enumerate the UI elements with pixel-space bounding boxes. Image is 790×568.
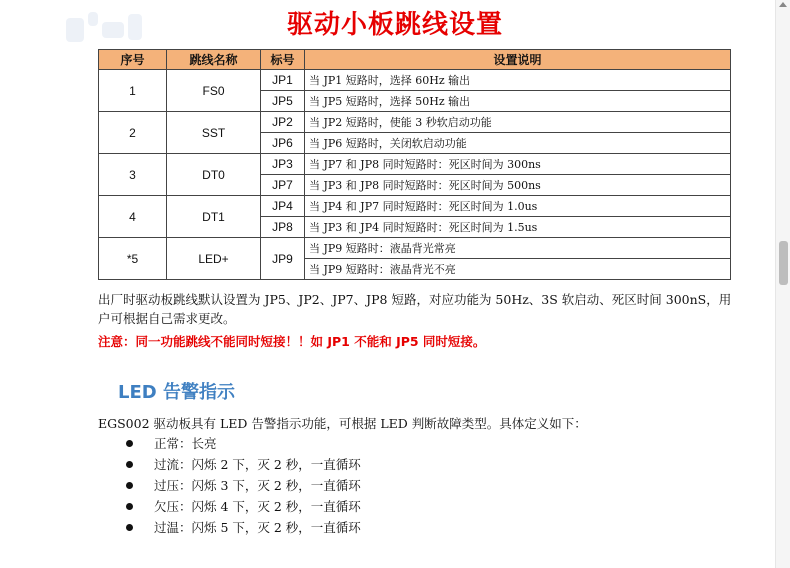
- list-item: [124, 496, 361, 517]
- list-item-text: 欠压：闪烁 4 下，灭 2 秒，一直循环: [154, 499, 361, 514]
- row-description: 当 JP2 短路时，使能 3 秒软启动功能: [305, 112, 731, 133]
- row-index: *5: [99, 238, 167, 280]
- led-section-heading: LED 告警指示: [118, 382, 235, 403]
- vertical-scrollbar[interactable]: [775, 0, 790, 568]
- row-index: 2: [99, 112, 167, 154]
- row-description: 当 JP4 和 JP7 同时短路时：死区时间为 1.0us: [305, 196, 731, 217]
- list-item: [124, 433, 361, 454]
- list-item: [124, 454, 361, 475]
- list-item: [124, 475, 361, 496]
- header-description: 设置说明: [305, 50, 731, 70]
- row-label: JP9: [261, 238, 305, 280]
- list-item: [124, 517, 361, 538]
- table-row: [99, 70, 731, 91]
- row-label: JP4: [261, 196, 305, 217]
- row-description: 当 JP9 短路时：液晶背光常亮: [305, 238, 731, 259]
- bullet-icon: [126, 440, 133, 447]
- table-row: [99, 154, 731, 175]
- row-jumper-name: DT1: [167, 196, 261, 238]
- row-label: JP7: [261, 175, 305, 196]
- header-jumper-name: 跳线名称: [167, 50, 261, 70]
- table-header-row: [99, 50, 731, 70]
- row-jumper-name: SST: [167, 112, 261, 154]
- page-title: 驱动小板跳线设置: [286, 10, 503, 40]
- header-label: 标号: [261, 50, 305, 70]
- table-row: [99, 238, 731, 259]
- table-row: [99, 112, 731, 133]
- warning-text: 注意：同一功能跳线不能同时短接！！如 JP1 不能和 JP5 同时短接。: [98, 334, 486, 349]
- row-jumper-name: FS0: [167, 70, 261, 112]
- row-description: 当 JP5 短路时，选择 50Hz 输出: [305, 91, 731, 112]
- list-item-text: 过温：闪烁 5 下，灭 2 秒，一直循环: [154, 520, 361, 535]
- scrollbar-thumb[interactable]: [779, 241, 788, 285]
- row-description: 当 JP3 和 JP8 同时短路时：死区时间为 500ns: [305, 175, 731, 196]
- row-index: 4: [99, 196, 167, 238]
- header-index: 序号: [99, 50, 167, 70]
- bullet-icon: [126, 503, 133, 510]
- row-label: JP1: [261, 70, 305, 91]
- list-item-text: 过流：闪烁 2 下，灭 2 秒，一直循环: [154, 457, 361, 472]
- row-description: 当 JP7 和 JP8 同时短路时：死区时间为 300ns: [305, 154, 731, 175]
- bullet-icon: [126, 524, 133, 531]
- row-label: JP8: [261, 217, 305, 238]
- jumper-settings-table: [98, 49, 731, 280]
- list-item-text: 过压：闪烁 3 下，灭 2 秒，一直循环: [154, 478, 361, 493]
- row-label: JP3: [261, 154, 305, 175]
- row-description: 当 JP6 短路时，关闭软启动功能: [305, 133, 731, 154]
- row-label: JP2: [261, 112, 305, 133]
- row-description: 当 JP9 短路时：液晶背光不亮: [305, 259, 731, 280]
- list-item-text: 正常：长亮: [154, 436, 217, 451]
- row-description: 当 JP3 和 JP4 同时短路时：死区时间为 1.5us: [305, 217, 731, 238]
- row-label: JP5: [261, 91, 305, 112]
- led-section-intro: EGS002 驱动板具有 LED 告警指示功能，可根据 LED 判断故障类型。具体定义如下：: [98, 416, 587, 431]
- row-index: 3: [99, 154, 167, 196]
- table-row: [99, 196, 731, 217]
- bullet-icon: [126, 482, 133, 489]
- scroll-up-arrow-icon[interactable]: [779, 2, 787, 7]
- default-settings-note: 出厂时驱动板跳线默认设置为 JP5、JP2、JP7、JP8 短路，对应功能为 50Hz、3S 软启动、死区时间 300nS，用户可根据自己需求更改。: [98, 292, 732, 326]
- row-jumper-name: DT0: [167, 154, 261, 196]
- row-jumper-name: LED+: [167, 238, 261, 280]
- led-fault-list: [124, 433, 361, 538]
- row-label: JP6: [261, 133, 305, 154]
- bullet-icon: [126, 461, 133, 468]
- row-description: 当 JP1 短路时，选择 60Hz 输出: [305, 70, 731, 91]
- row-index: 1: [99, 70, 167, 112]
